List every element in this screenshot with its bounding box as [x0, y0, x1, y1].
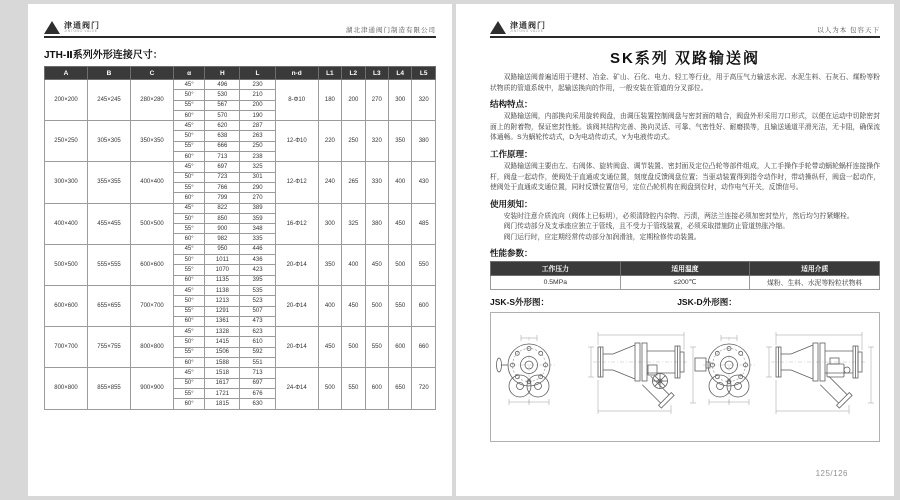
dim-table-cell: 190 [240, 110, 275, 120]
dim-table-cell: 220 [318, 121, 341, 162]
dim-table-cell: 1070 [205, 265, 240, 275]
dim-table-cell: 500 [389, 244, 412, 285]
dim-table-cell: 270 [365, 80, 388, 121]
dim-table-cell: 230 [240, 80, 275, 90]
company-name: 湖北津通阀门制造有限公司 [346, 27, 436, 34]
dim-table-cell: 389 [240, 203, 275, 213]
dim-table-header-cell: L3 [365, 67, 388, 80]
logo-text: 津通阀门 [64, 20, 100, 30]
dim-table-cell: 16-Φ12 [275, 203, 318, 244]
company-logo [44, 21, 100, 34]
dim-table-cell: 350 [389, 121, 412, 162]
dim-table-cell: 55° [174, 182, 205, 192]
dim-table-cell: 1506 [205, 347, 240, 357]
dim-table-cell: 900×900 [131, 368, 174, 409]
dim-table-cell: 50° [174, 378, 205, 388]
dim-table-cell: 550 [412, 244, 436, 285]
valve-outline-drawings [491, 313, 879, 439]
dim-table-cell: 305×305 [88, 121, 131, 162]
dim-table-cell: 50° [174, 172, 205, 182]
jsk-s-side-view-drawing [588, 332, 696, 414]
dim-table-cell: 400×400 [45, 203, 88, 244]
dim-table-cell: 630 [240, 399, 275, 409]
dim-table-cell: 623 [240, 327, 275, 337]
dim-table-cell: 359 [240, 213, 275, 223]
dim-table-cell: 720 [412, 368, 436, 409]
dim-table-cell: 530 [205, 90, 240, 100]
dim-table-cell: 60° [174, 358, 205, 368]
jsk-d-front-view-drawing [695, 335, 755, 405]
dim-table-header-cell: L2 [342, 67, 365, 80]
dim-table-cell: 60° [174, 316, 205, 326]
right-page-title: SK系列 双路输送阀 [609, 50, 760, 67]
dim-table-cell: 1588 [205, 358, 240, 368]
right-page-header [490, 4, 880, 38]
dim-table-cell: 600 [412, 285, 436, 326]
dim-table-cell: 60° [174, 275, 205, 285]
dim-table-cell: 12-Φ10 [275, 121, 318, 162]
left-page-title: JTH-Ⅱ系列外形连接尺寸： [44, 50, 163, 61]
dim-table-header-cell: C [131, 67, 174, 80]
dim-table-cell: 50° [174, 296, 205, 306]
dim-table-cell: 50° [174, 213, 205, 223]
section-heading-notice: 使用须知： [490, 198, 533, 209]
dim-table-cell: 713 [205, 152, 240, 162]
dim-table-cell: 600×600 [131, 244, 174, 285]
logo-subtext: JINTONG VALVE [510, 28, 544, 33]
dim-table-cell: 567 [205, 100, 240, 110]
dim-table-cell: 600×600 [45, 285, 88, 326]
dim-table-cell: 55° [174, 265, 205, 275]
company-logo [490, 21, 546, 34]
params-value-pressure: 0.5MPa [491, 275, 621, 289]
dim-table-cell: 850 [205, 213, 240, 223]
dim-table-cell: 290 [240, 182, 275, 192]
dim-table-header-cell: L5 [412, 67, 436, 80]
dim-table-cell: 380 [412, 121, 436, 162]
dim-table-row [45, 244, 436, 254]
dim-table-cell: 666 [205, 141, 240, 151]
dim-table-cell: 400×400 [131, 162, 174, 203]
dim-table-cell: 395 [240, 275, 275, 285]
dim-table-cell: 238 [240, 152, 275, 162]
dim-table-cell: 1361 [205, 316, 240, 326]
dim-table-cell: 676 [240, 388, 275, 398]
dim-table-row [45, 327, 436, 337]
dim-table-cell: 400 [342, 244, 365, 285]
dim-table-cell: 700×700 [45, 327, 88, 368]
dim-table-cell: 500×500 [45, 244, 88, 285]
dim-table-cell: 335 [240, 234, 275, 244]
dim-table-cell: 1721 [205, 388, 240, 398]
dim-table-cell: 263 [240, 131, 275, 141]
header-slogan: 以人为本 包容天下 [817, 27, 880, 34]
dim-table-row [45, 121, 436, 131]
dim-table-header-cell: H [205, 67, 240, 80]
dim-table-cell: 200×200 [45, 80, 88, 121]
dim-table-header-cell: B [88, 67, 131, 80]
dim-table-cell: 20-Φ14 [275, 285, 318, 326]
dim-table-cell: 50° [174, 337, 205, 347]
dim-table-cell: 982 [205, 234, 240, 244]
dim-table-cell: 45° [174, 162, 205, 172]
dim-table-cell: 592 [240, 347, 275, 357]
dim-table-cell: 45° [174, 327, 205, 337]
params-header-medium: 适用介质 [750, 261, 880, 275]
dim-table-cell: 1291 [205, 306, 240, 316]
dim-table-cell: 60° [174, 399, 205, 409]
dim-table-cell: 500 [342, 327, 365, 368]
dim-table-header-cell: L4 [389, 67, 412, 80]
dim-table-cell: 325 [240, 162, 275, 172]
dim-table-cell: 287 [240, 121, 275, 131]
notice-line: 阀门传动部分及支承座应独立于管线，且不受力于管线装置，必须采取措施防止管道热胀冷缩。 [503, 223, 790, 231]
dim-table-cell: 507 [240, 306, 275, 316]
dim-table-cell: 45° [174, 244, 205, 254]
params-header-temperature: 适用温度 [620, 261, 750, 275]
dim-table-cell: 400 [318, 285, 341, 326]
dim-table-cell: 250 [240, 141, 275, 151]
dim-table-cell: 638 [205, 131, 240, 141]
dim-table-cell: 60° [174, 193, 205, 203]
dim-table-cell: 280×280 [131, 80, 174, 121]
dim-table-cell: 55° [174, 224, 205, 234]
dim-table-cell: 799 [205, 193, 240, 203]
dim-table-cell: 348 [240, 224, 275, 234]
dim-table-cell: 350 [318, 244, 341, 285]
dim-table-cell: 50° [174, 255, 205, 265]
dim-table-cell: 450 [389, 203, 412, 244]
dim-table-cell: 450 [365, 244, 388, 285]
dim-table-cell: 1213 [205, 296, 240, 306]
dim-table-cell: 330 [365, 162, 388, 203]
jsk-s-front-view-drawing [497, 335, 556, 405]
left-page-header [44, 4, 436, 38]
dim-table-cell: 50° [174, 90, 205, 100]
dim-table-cell: 240 [318, 162, 341, 203]
dim-table-header-cell: α [174, 67, 205, 80]
dim-table-cell: 55° [174, 306, 205, 316]
page-number: 125/126 [815, 469, 848, 478]
dim-table-cell: 1617 [205, 378, 240, 388]
dim-table-cell: 1415 [205, 337, 240, 347]
dim-table-cell: 1011 [205, 255, 240, 265]
dim-table-cell: 1815 [205, 399, 240, 409]
dim-table-cell: 650 [389, 368, 412, 409]
section-heading-principle: 工作原理： [490, 148, 533, 159]
dim-table-cell: 45° [174, 368, 205, 378]
dim-table-cell: 60° [174, 152, 205, 162]
dim-table-cell: 55° [174, 100, 205, 110]
dim-table-cell: 265 [342, 162, 365, 203]
dim-table-cell: 755×755 [88, 327, 131, 368]
dim-table-cell: 12-Φ12 [275, 162, 318, 203]
dim-table-cell: 45° [174, 121, 205, 131]
dim-table-cell: 697 [240, 378, 275, 388]
dim-table-cell: 496 [205, 80, 240, 90]
params-value-medium: 煤粉、生料、水泥等粉粒状物料 [750, 275, 880, 289]
dim-table-cell: 700×700 [131, 285, 174, 326]
outline-drawings-box [490, 312, 880, 442]
page-right [456, 4, 894, 496]
notice-line: 阀门运行时，应定期经常传动部分加润滑油，定期检修传动装置。 [503, 233, 701, 241]
params-header-pressure: 工作压力 [491, 261, 621, 275]
dim-table-cell: 325 [342, 203, 365, 244]
dim-table-cell: 350×350 [131, 121, 174, 162]
dim-table-cell: 500 [318, 368, 341, 409]
dim-table-cell: 551 [240, 358, 275, 368]
dim-table-cell: 1518 [205, 368, 240, 378]
dim-table-cell: 270 [240, 193, 275, 203]
dim-table-cell: 55° [174, 388, 205, 398]
dim-table-cell: 550 [389, 285, 412, 326]
section-heading-structure: 结构特点： [490, 99, 533, 110]
dim-table-header-cell: L [240, 67, 275, 80]
dim-table-cell: 600 [365, 368, 388, 409]
dim-table-cell: 473 [240, 316, 275, 326]
page-left [28, 4, 452, 496]
dim-table-cell: 620 [205, 121, 240, 131]
dim-table-cell: 355×355 [88, 162, 131, 203]
dim-table-cell: 1138 [205, 285, 240, 295]
dim-table-cell: 555×555 [88, 244, 131, 285]
dim-table-cell: 430 [412, 162, 436, 203]
dim-table-row [45, 368, 436, 378]
dim-table-cell: 50° [174, 131, 205, 141]
dim-table-cell: 300 [318, 203, 341, 244]
dim-table-cell: 550 [342, 368, 365, 409]
dim-table-cell: 450 [342, 285, 365, 326]
intro-paragraph: 双路输送阀普遍适用于建材、冶金、矿山、石化、电力、轻工等行业，用于高压气力输送水泥、水泥生料、石灰石、煤粉等粉状物质的管道系统中，起输送换向的作用，一般安装在管道的分叉部位。 [490, 74, 880, 92]
dim-table-cell: 320 [412, 80, 436, 121]
dim-table-cell: 723 [205, 172, 240, 182]
dim-table-cell: 766 [205, 182, 240, 192]
dim-table-cell: 550 [365, 327, 388, 368]
dim-table-cell: 8-Φ10 [275, 80, 318, 121]
dim-table-cell: 900 [205, 224, 240, 234]
dim-table-cell: 45° [174, 285, 205, 295]
dim-table-cell: 660 [412, 327, 436, 368]
dim-table-cell: 423 [240, 265, 275, 275]
dim-table-cell: 610 [240, 337, 275, 347]
dim-table-cell: 60° [174, 110, 205, 120]
dim-table-cell: 500 [365, 285, 388, 326]
dim-table-cell: 250×250 [45, 121, 88, 162]
dim-table-row [45, 80, 436, 90]
dim-table-cell: 713 [240, 368, 275, 378]
dim-table-body [45, 80, 436, 410]
dim-table-cell: 436 [240, 255, 275, 265]
dim-table-cell: 446 [240, 244, 275, 254]
logo-text: 津通阀门 [510, 20, 546, 30]
dim-table-cell: 822 [205, 203, 240, 213]
drawing-labels [490, 296, 880, 308]
dim-table-row [45, 285, 436, 295]
dim-table-row [45, 162, 436, 172]
dim-table-cell: 800×800 [131, 327, 174, 368]
logo-triangle-icon [44, 21, 60, 34]
dim-table-cell: 535 [240, 285, 275, 295]
dim-table-cell: 655×655 [88, 285, 131, 326]
dim-table-cell: 55° [174, 141, 205, 151]
dim-table-row [45, 203, 436, 213]
dimension-table [44, 66, 436, 410]
dim-table-cell: 200 [342, 80, 365, 121]
params-value-temperature: ≤200℃ [620, 275, 750, 289]
structure-paragraph: 双路输送阀，内部换向采用旋转阀盘，由调压装置控制阀盘与密封面的啮合，阀盘外形采用刀口形式，以便在运动中切除密封面上的附着物，保证密封性能。该阀其结构完善、换向灵活、可靠、气密性好、耐磨损等，且输送通道平滑光洁，无卡阻，确保流体通畅。S为蜗轮传动式，D为电动传动式，Y为电液传动式。 [490, 113, 880, 142]
jsk-d-drawing-label: JSK-D外形图： [677, 296, 737, 307]
dim-table-cell: 485 [412, 203, 436, 244]
params-table [490, 261, 880, 290]
dim-table-cell: 450 [318, 327, 341, 368]
notice-line: 安装时注意介质流向（阀体上已标明），必须清除腔内杂物、污渍，两法兰连接必须加密封垫片，然后均匀拧紧螺栓。 [503, 212, 854, 220]
logo-subtext: JINTONG VALVE [64, 28, 98, 33]
dim-table-cell: 60° [174, 234, 205, 244]
dim-table-cell: 1135 [205, 275, 240, 285]
dim-table-cell: 200 [240, 100, 275, 110]
dim-table-cell: 250 [342, 121, 365, 162]
dim-table-cell: 523 [240, 296, 275, 306]
dim-table-cell: 570 [205, 110, 240, 120]
dim-table-cell: 400 [389, 162, 412, 203]
dim-table-header-cell: n-d [275, 67, 318, 80]
dim-table-cell: 210 [240, 90, 275, 100]
dim-table-cell: 800×800 [45, 368, 88, 409]
dim-table-cell: 1328 [205, 327, 240, 337]
jsk-d-side-view-drawing [766, 332, 874, 414]
principle-paragraph: 双路输送阀主要由左、右阀体、旋转阀盘、调节装置、密封面及定位凸轮等部件组成，人工手操作手轮带动蜗轮蜗杆连接操作杆，阀盘一起动作，使阀处于直通或支通位置，刻度盘反馈阀盘位置；当驱动装置得到指令动作时，带动操纵杆，阀盘一起动作，使阀处于直通或支通位置，同时反馈位置信号，定位凸轮机构在阀盘到位时，动作电气开关，反馈信号。 [490, 162, 880, 192]
dim-table-cell: 301 [240, 172, 275, 182]
dim-table-cell: 500×500 [131, 203, 174, 244]
dim-table-cell: 380 [365, 203, 388, 244]
section-heading-params: 性能参数： [490, 247, 533, 258]
dim-table-header-cell: L1 [318, 67, 341, 80]
dim-table-cell: 45° [174, 80, 205, 90]
dim-table-cell: 300 [389, 80, 412, 121]
dim-table-cell: 20-Φ14 [275, 327, 318, 368]
jsk-s-drawing-label: JSK-S外形图： [490, 296, 550, 307]
dim-table-cell: 855×855 [88, 368, 131, 409]
dim-table-cell: 245×245 [88, 80, 131, 121]
dim-table-cell: 24-Φ14 [275, 368, 318, 409]
logo-triangle-icon [490, 21, 506, 34]
dim-table-cell: 320 [365, 121, 388, 162]
dim-table-cell: 20-Φ14 [275, 244, 318, 285]
dim-table-cell: 600 [389, 327, 412, 368]
dim-table-cell: 300×300 [45, 162, 88, 203]
dim-table-cell: 455×455 [88, 203, 131, 244]
dim-table-head-row [45, 67, 436, 80]
dim-table-cell: 950 [205, 244, 240, 254]
dim-table-header-cell: A [45, 67, 88, 80]
dim-table-cell: 45° [174, 203, 205, 213]
dim-table-cell: 180 [318, 80, 341, 121]
dim-table-cell: 55° [174, 347, 205, 357]
dim-table-cell: 697 [205, 162, 240, 172]
